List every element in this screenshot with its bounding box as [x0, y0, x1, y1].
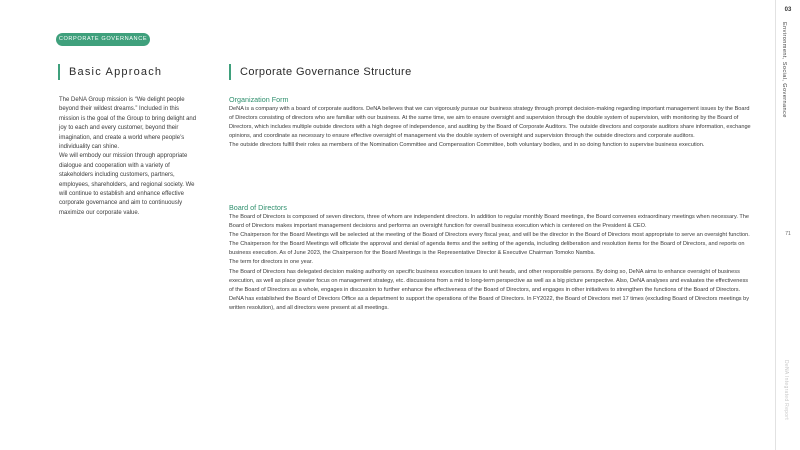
report-name-vertical: DeNA Integrated Report: [783, 360, 789, 420]
body-paragraph: The outside directors fulfill their roles as members of the Nomination Committee and Compensation Committee, both voluntary bodies, and in so doing function to supervise business execution.: [229, 142, 705, 149]
body-paragraph: DeNA has established the Board of Directors Office as a department to support the operations of the Board of Directors. In FY2022, the Board of Directors met 17 times (excluding Board of Directors meetings by written resolution), and all directors were present at all meetings.: [229, 295, 750, 311]
body-paragraph: The Board of Directors is composed of seven directors, three of whom are independent directors. In addition to regular monthly Board meetings, the Board convenes extraordinary meetings when necessary. The Board of Directors makes important management decisions and performs an oversight function for overall business execution which is centered on the President & CEO.: [229, 214, 749, 230]
body-paragraph: The Board of Directors has delegated decision making authority on specific business execution issues to unit heads, and other responsible persons. By doing so, DeNA aims to enhance oversight of business execution, as well as place greater focus on management strategy, etc. discussions from a mid to long-term perspective as well as a big picture perspective. Also, DeNA analyses and evaluates the effectiveness of the Board of Directors as a whole, engages in discussion to further enhance the effectiveness of the Board of Directors, and engages in other initiatives to strengthen the functions of the Board of Directors.: [229, 268, 749, 293]
basic-approach-paragraph: The DeNA Group mission is “We delight people beyond their wildest dreams.” Included in this mission is the goal of the Group to bring delight and joy to each and every customer, beyond their imagination, and create a world where people’s individuality can shine.: [59, 97, 197, 151]
organization-form-section: [229, 95, 753, 150]
body-paragraph: The Chairperson for the Board Meetings will be selected at the meeting of the Board of Directors every fiscal year, and will be the director in the Board of Directors most appropriate to serve an oversight function. The Chairperson for the Board Meetings will officiate the approval and denial of agenda items and the setting of the agenda, including deliberation and resolution items for the Board of Directors, and reports on business execution. As of June 2023, the Chairperson for the Board Meetings is the Representative Director & Executive Chairman Tomoko Namba.: [229, 232, 750, 257]
section-number[interactable]: 03: [784, 7, 792, 13]
organization-form-heading: Organization Form: [229, 95, 289, 104]
body-paragraph: The term for directors in one year.: [229, 259, 313, 266]
page-number: 71: [785, 231, 791, 237]
section-sidebar: [775, 0, 800, 450]
governance-structure-heading: Corporate Governance Structure: [229, 64, 640, 80]
section-title-vertical[interactable]: Environment, Social, Governance: [781, 22, 787, 118]
board-of-directors-heading: Board of Directors: [229, 203, 287, 212]
board-of-directors-section: [229, 203, 753, 313]
basic-approach-heading: Basic Approach: [58, 64, 219, 80]
basic-approach-paragraph: We will embody our mission through appropriate dialogue and cooperation with a variety of stakeholders including customers, partners, employees, shareholders, and regional society. We will continue to establish and enhance effective corporate governance and aim to continuously maximize our corporate value.: [59, 153, 195, 216]
body-paragraph: DeNA is a company with a board of corporate auditors. DeNA believes that we can vigorously pursue our business strategy through prompt decision-making regarding important management issues by the Board of Directors consisting of directors who are familiar with our business. At the same time, we aim to ensure oversight and supervision through the double system of supervision, with monitoring by the Board of Directors, which includes multiple outside directors with a high degree of independence, and auditing by the Board of Corporate Auditors. The outside directors and corporate auditors share information, exchange opinions, and coordinate as necessary to ensure effective oversight of management via the double system of oversight and supervision through the outside directors and corporate auditors.: [229, 106, 751, 140]
basic-approach-text: [59, 96, 199, 218]
organization-form-text: [229, 105, 753, 150]
board-of-directors-text: [229, 213, 753, 313]
section-badge: CORPORATE GOVERNANCE: [56, 33, 150, 46]
